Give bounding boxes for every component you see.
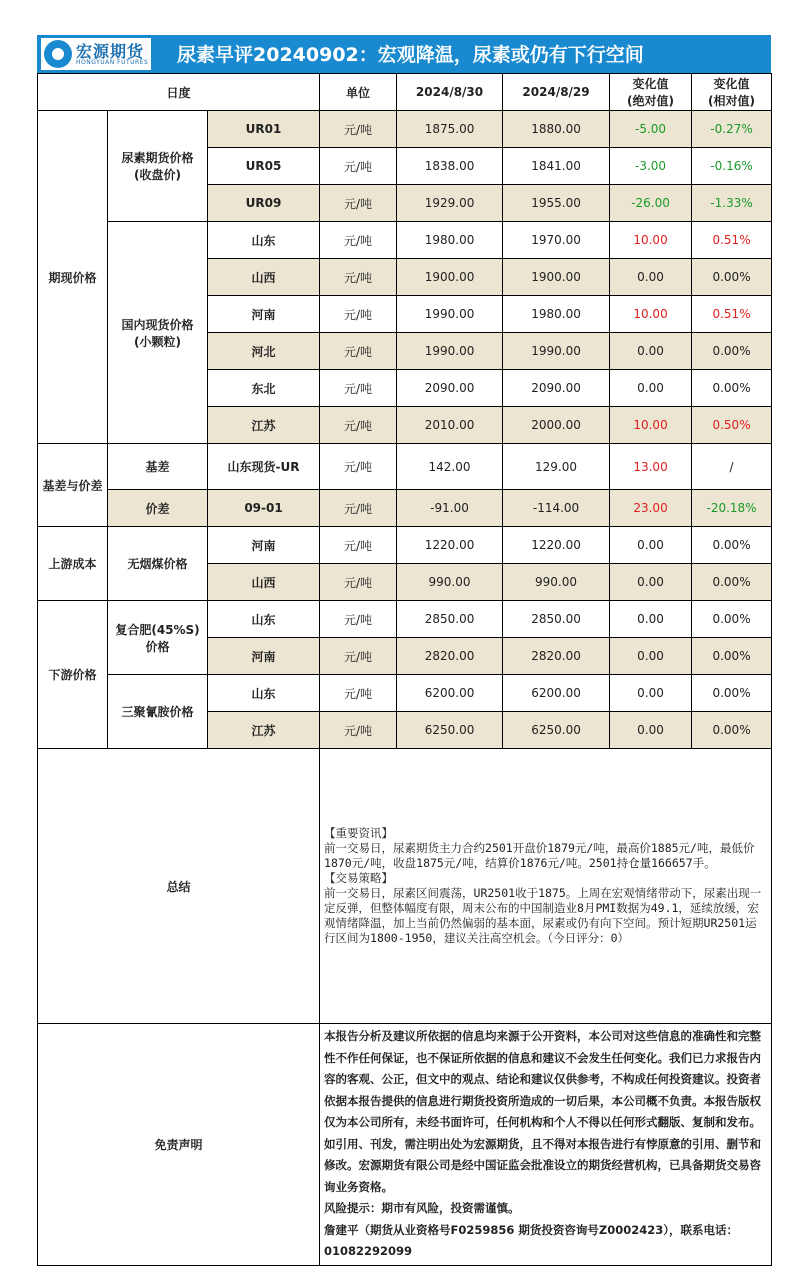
summary-line: 前一交易日，尿素区间震荡，UR2501收于1875。上周在宏观情绪带动下，尿素出现一定反弹，但整体幅度有限，周末公布的中国制造业8月PMI数据为49.1，延续放缓，宏观情绪降温，加上当前仍然偏弱的基本面，尿素或仍有向下空间。预计短期UR2501运行区间为1800-1950，建议关注高空机会。（今日评分：0） [324,886,762,945]
summary-row [38,749,772,1024]
row-value-date1: 1220.00 [397,527,503,564]
row-unit: 元/吨 [320,601,397,638]
row-change-abs: 23.00 [610,490,692,527]
summary-body [320,749,772,1024]
row-value-date2: 1990.00 [503,333,610,370]
subgroup-anthracite-label: 无烟煤价格 [127,557,188,571]
row-unit: 元/吨 [320,712,397,749]
table-row [38,527,772,564]
group-spot-futures-label: 期现价格 [48,270,97,285]
logo-text-cn: 宏源期货 [76,42,145,61]
row-change-abs: 0.00 [610,370,692,407]
row-item: 河南 [208,527,320,564]
row-unit: 元/吨 [320,148,397,185]
row-value-date1: 1929.00 [397,185,503,222]
row-value-date2: 2850.00 [503,601,610,638]
row-item: 江苏 [208,712,320,749]
row-change-abs: 10.00 [610,222,692,259]
row-change-abs: 10.00 [610,296,692,333]
row-item: 江苏 [208,407,320,444]
price-table [37,73,772,1266]
summary-label: 总结 [38,749,320,1024]
row-unit: 元/吨 [320,296,397,333]
row-value-date2: 2820.00 [503,638,610,675]
row-change-rel: 0.00% [692,638,772,675]
title-bar [37,35,771,73]
row-item: 山东现货-UR [208,444,320,490]
row-value-date1: 1875.00 [397,111,503,148]
company-logo [41,38,151,70]
header-dimension: 日度 [38,74,320,111]
row-value-date1: 1990.00 [397,296,503,333]
header-change-rel [692,74,772,111]
header-unit: 单位 [320,74,397,111]
row-change-rel: 0.00% [692,601,772,638]
header-change-abs-text: 变化值 (绝对值) [627,77,675,108]
row-item: 山东 [208,222,320,259]
header-change-abs [610,74,692,111]
group-basis-spread [38,444,108,527]
row-change-rel: 0.00% [692,712,772,749]
row-value-date2: 6250.00 [503,712,610,749]
row-value-date2: 6200.00 [503,675,610,712]
row-value-date1: 2010.00 [397,407,503,444]
row-unit: 元/吨 [320,490,397,527]
row-value-date1: 2850.00 [397,601,503,638]
row-value-date1: 2090.00 [397,370,503,407]
row-unit: 元/吨 [320,638,397,675]
row-value-date1: 1980.00 [397,222,503,259]
group-downstream-label: 下游价格 [48,668,97,682]
table-row [38,601,772,638]
row-change-rel: 0.00% [692,333,772,370]
row-item: UR09 [208,185,320,222]
logo-mark-icon [44,40,72,68]
subgroup-anthracite [108,527,208,601]
header-change-rel-text: 变化值 (相对值) [708,77,756,108]
row-value-date2: 2090.00 [503,370,610,407]
row-unit: 元/吨 [320,675,397,712]
group-downstream [38,601,108,749]
row-value-date2: 1900.00 [503,259,610,296]
subgroup-melamine-label: 三聚氰胺价格 [121,705,194,719]
row-item: UR01 [208,111,320,148]
row-change-abs: 10.00 [610,407,692,444]
row-item: 河南 [208,638,320,675]
table-row [38,111,772,148]
subgroup-domestic-spot [108,222,208,444]
group-basis-spread-label: 基差与价差 [42,478,103,493]
row-change-abs: 0.00 [610,259,692,296]
row-value-date2: 990.00 [503,564,610,601]
row-change-rel: 0.00% [692,527,772,564]
row-value-date1: 2820.00 [397,638,503,675]
subgroup-melamine [108,675,208,749]
header-date1: 2024/8/30 [397,74,503,111]
disclaimer-row [38,1024,772,1266]
row-change-rel: 0.00% [692,259,772,296]
row-item: 09-01 [208,490,320,527]
row-value-date1: 990.00 [397,564,503,601]
row-label: 基差 [108,444,208,490]
row-item: 河南 [208,296,320,333]
disclaimer-text: 本报告分析及建议所依据的信息均来源于公开资料，本公司对这些信息的准确性和完整性不作任何保证，也不保证所依据的信息和建议不会发生任何变化。我们已力求报告内容的客观、公正，但文中的观点、结论和建议仅供参考，不构成任何投资建议。投资者依据本报告提供的信息进行期货投资所造成的一切后果，本公司概不负责。本报告版权仅为本公司所有，未经书面许可，任何机构和个人不得以任何形式翻版、复制和发布。如引用、刊发，需注明出处为宏源期货，且不得对本报告进行有悖原意的引用、删节和修改。宏源期货有限公司是经中国证监会批准设立的期货经营机构，已具备期货交易咨询业务资格。 [324,1029,762,1194]
row-unit: 元/吨 [320,444,397,490]
row-change-rel: 0.00% [692,564,772,601]
row-change-abs: 0.00 [610,712,692,749]
subgroup-compound-fertilizer [108,601,208,675]
table-row [38,675,772,712]
row-change-rel: 0.51% [692,222,772,259]
row-change-rel: 0.51% [692,296,772,333]
subgroup-futures-price [108,111,208,222]
row-change-abs: 0.00 [610,564,692,601]
table-row [38,222,772,259]
row-item: UR05 [208,148,320,185]
row-item: 山东 [208,675,320,712]
group-spot-futures [38,111,108,444]
row-unit: 元/吨 [320,333,397,370]
summary-line: 【交易策略】 [324,871,394,885]
row-change-abs: 0.00 [610,638,692,675]
logo-text-en: HONGYUAN FUTURES [76,59,149,66]
row-value-date2: 129.00 [503,444,610,490]
header-date2: 2024/8/29 [503,74,610,111]
row-change-abs: -26.00 [610,185,692,222]
row-unit: 元/吨 [320,111,397,148]
row-value-date2: 1980.00 [503,296,610,333]
row-item: 山西 [208,259,320,296]
row-value-date2: 1955.00 [503,185,610,222]
row-change-abs: -5.00 [610,111,692,148]
group-upstream-cost-label: 上游成本 [48,557,97,571]
row-value-date1: 1990.00 [397,333,503,370]
row-item: 东北 [208,370,320,407]
row-value-date1: 142.00 [397,444,503,490]
row-unit: 元/吨 [320,259,397,296]
row-unit: 元/吨 [320,527,397,564]
row-item: 山东 [208,601,320,638]
report-frame [37,35,771,1258]
row-value-date1: -91.00 [397,490,503,527]
row-value-date2: -114.00 [503,490,610,527]
row-change-rel: -0.16% [692,148,772,185]
risk-warning: 风险提示：期市有风险，投资需谨慎。 [324,1201,520,1215]
row-value-date1: 6250.00 [397,712,503,749]
group-upstream-cost [38,527,108,601]
row-unit: 元/吨 [320,407,397,444]
row-value-date1: 1900.00 [397,259,503,296]
row-value-date2: 2000.00 [503,407,610,444]
row-value-date2: 1841.00 [503,148,610,185]
row-change-rel: / [692,444,772,490]
table-row [38,490,772,527]
row-value-date2: 1880.00 [503,111,610,148]
summary-line: 【重要资讯】 [324,826,394,840]
table-header-row [38,74,772,111]
disclaimer-label: 免责声明 [38,1024,320,1266]
subgroup-domestic-spot-label: 国内现货价格 (小颗粒) [121,317,194,349]
row-change-rel: 0.00% [692,675,772,712]
row-item: 河北 [208,333,320,370]
row-item: 山西 [208,564,320,601]
row-unit: 元/吨 [320,185,397,222]
row-value-date2: 1970.00 [503,222,610,259]
row-unit: 元/吨 [320,222,397,259]
row-change-abs: 0.00 [610,601,692,638]
disclaimer-body [320,1024,772,1266]
row-change-abs: 0.00 [610,675,692,712]
subgroup-futures-price-label: 尿素期货价格 (收盘价) [121,151,194,182]
row-value-date2: 1220.00 [503,527,610,564]
row-change-rel: -0.27% [692,111,772,148]
row-unit: 元/吨 [320,370,397,407]
row-value-date1: 1838.00 [397,148,503,185]
row-change-abs: 0.00 [610,527,692,564]
summary-line: 前一交易日，尿素期货主力合约2501开盘价1879元/吨，最高价1885元/吨，最低价1870元/吨，收盘1875元/吨，结算价1876元/吨。2501持仓量166657手。 [324,841,755,870]
row-change-rel: 0.50% [692,407,772,444]
row-change-rel: 0.00% [692,370,772,407]
row-value-date1: 6200.00 [397,675,503,712]
table-row [38,444,772,490]
row-change-abs: 0.00 [610,333,692,370]
subgroup-compound-fertilizer-label: 复合肥(45%S) 价格 [115,622,200,654]
report-title: 尿素早评20240902：宏观降温，尿素或仍有下行空间 [177,44,644,66]
row-change-abs: -3.00 [610,148,692,185]
row-change-rel: -20.18% [692,490,772,527]
row-change-abs: 13.00 [610,444,692,490]
row-label: 价差 [108,490,208,527]
row-unit: 元/吨 [320,564,397,601]
row-change-rel: -1.33% [692,185,772,222]
author-info: 詹建平（期货从业资格号F0259856 期货投资咨询号Z0002423），联系电话：01082292099 [324,1222,739,1258]
